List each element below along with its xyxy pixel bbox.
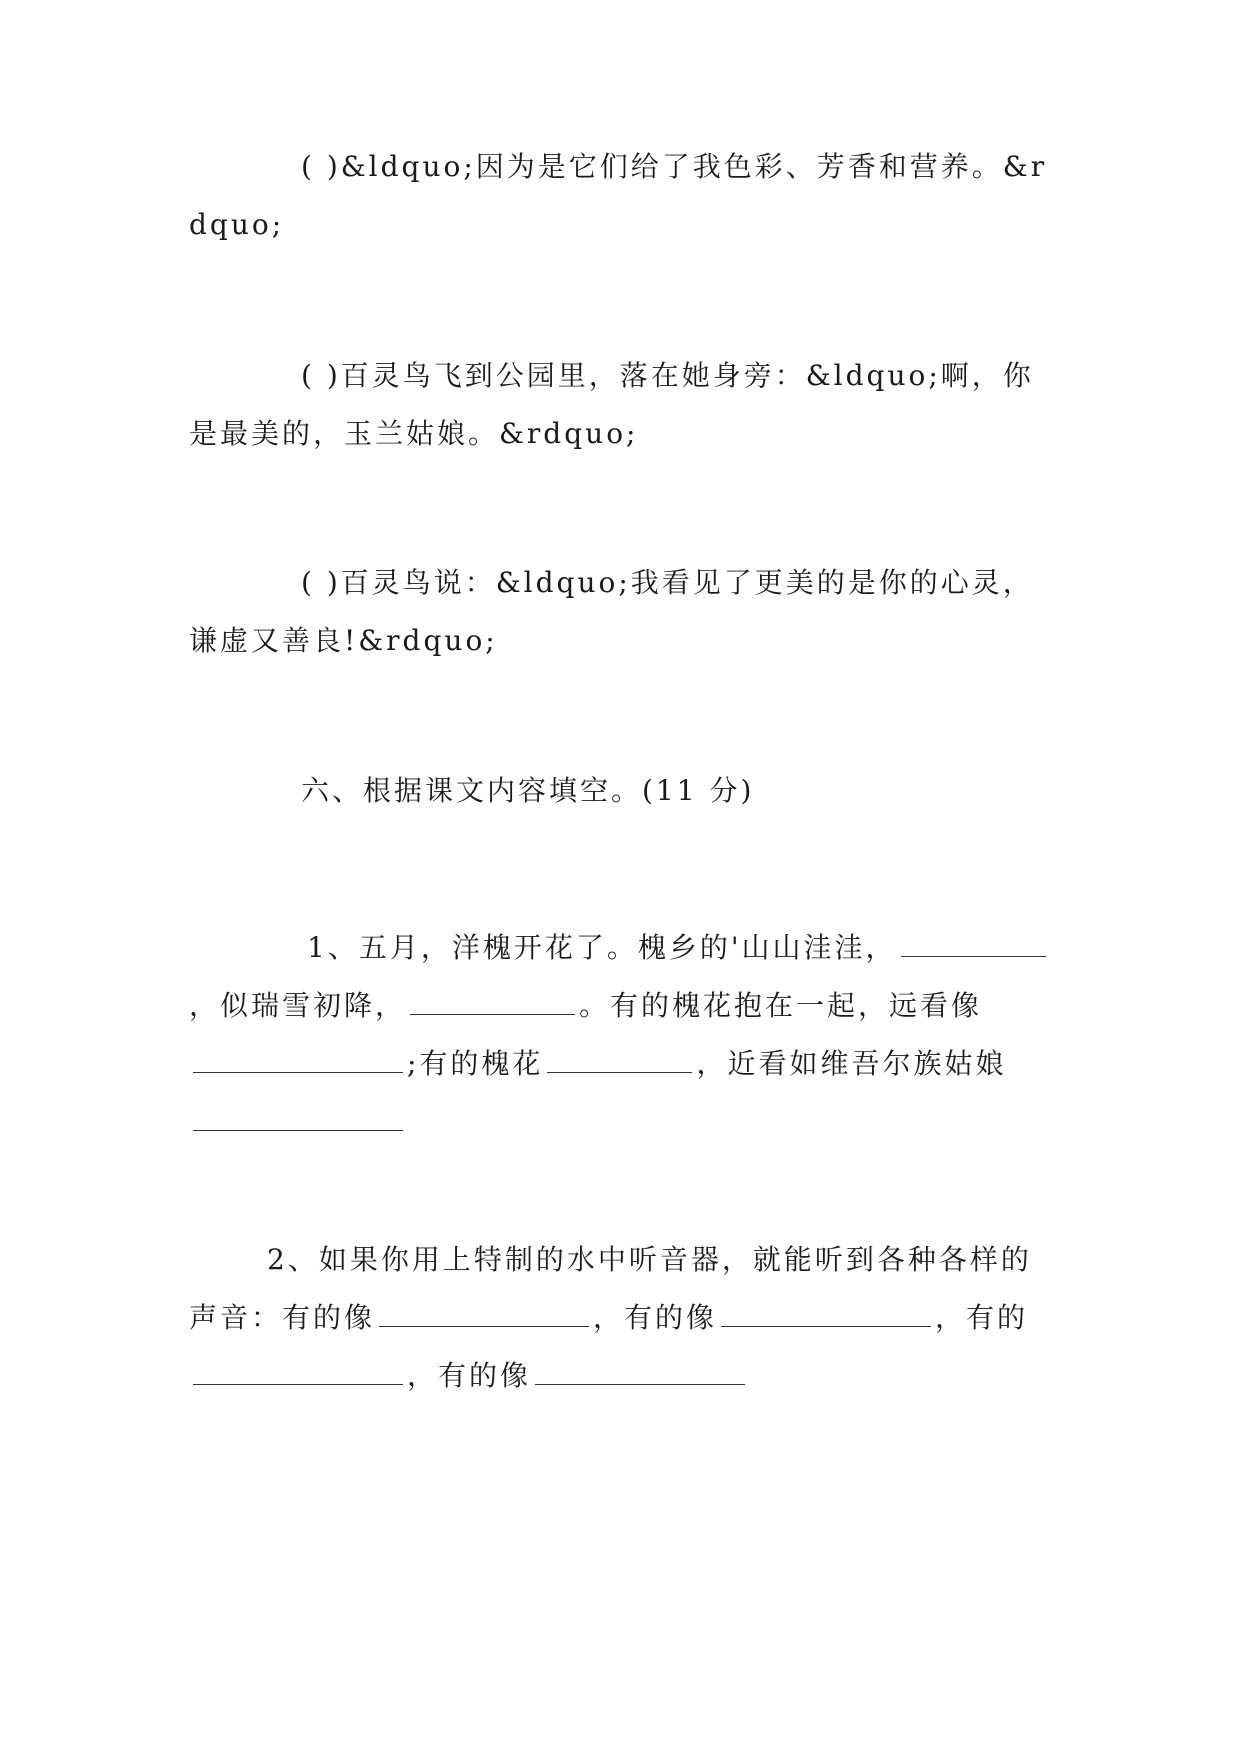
q2-text-3: ，有的	[935, 1301, 1029, 1334]
q2-text-1: 如果你用上特制的水中听音器，就能听到各种各样的声音：有的像	[189, 1243, 1032, 1334]
q1-text-2: ，似瑞雪初降，	[189, 989, 407, 1022]
matching-item-1	[189, 138, 1051, 254]
question-2	[189, 1231, 1051, 1405]
fill-blank[interactable]	[901, 926, 1046, 957]
q2-text-4: ，有的像	[407, 1359, 532, 1392]
q1-text-1: 五月，洋槐开花了。槐乡的'山山洼洼，	[358, 931, 897, 964]
question-number: 1、	[307, 931, 359, 964]
paren-blank[interactable]: ( )	[301, 359, 341, 392]
paren-blank[interactable]: ( )	[301, 566, 341, 599]
q1-text-4: ;有的槐花	[407, 1047, 544, 1080]
fill-blank[interactable]	[193, 1100, 403, 1131]
fill-blank[interactable]	[547, 1042, 692, 1073]
matching-item-3	[189, 554, 1051, 670]
question-number: 2、	[267, 1243, 319, 1276]
item-text: &ldquo;因为是它们给了我色彩、芳香和营养。&rdquo;	[189, 150, 1048, 241]
q1-text-3: 。有的槐花抱在一起，远看像	[579, 989, 983, 1022]
q1-text-5: ，近看如维吾尔族姑娘	[696, 1047, 1007, 1080]
question-1	[189, 919, 1051, 1151]
q2-text-2: ，有的像	[593, 1301, 718, 1334]
fill-blank[interactable]	[193, 1354, 403, 1385]
fill-blank[interactable]	[410, 984, 575, 1015]
matching-item-2	[189, 347, 1051, 463]
item-text: 百灵鸟说：&ldquo;我看见了更美的是你的心灵，谦虚又善良!&rdquo;	[189, 566, 1034, 657]
fill-blank[interactable]	[379, 1296, 589, 1327]
item-text: 百灵鸟飞到公园里，落在她身旁：&ldquo;啊，你是最美的，玉兰姑娘。&rdquo;	[189, 359, 1034, 450]
paren-blank[interactable]: ( )	[301, 150, 341, 183]
section-heading: 六、根据课文内容填空。(11 分)	[301, 774, 755, 807]
fill-blank[interactable]	[721, 1296, 931, 1327]
fill-blank[interactable]	[193, 1042, 403, 1073]
fill-blank[interactable]	[535, 1354, 745, 1385]
